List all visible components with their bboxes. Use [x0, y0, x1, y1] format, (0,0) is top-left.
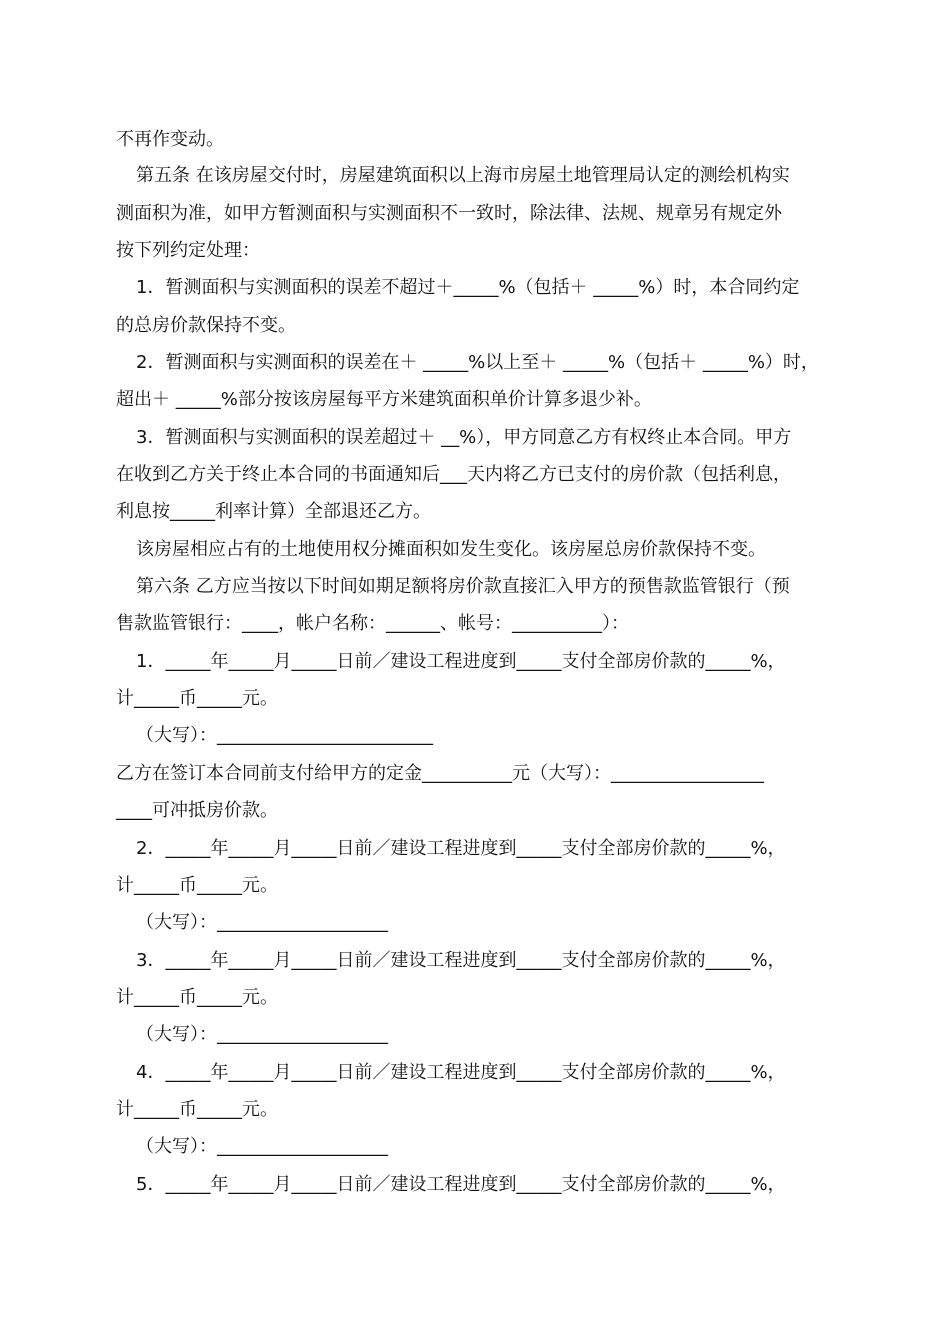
payment-item: 2．_____年_____月_____日前／建设工程进度到_____支付全部房价款的_____%， — [136, 838, 786, 859]
article-6-heading: 第六条 乙方应当按以下时间如期足额将房价款直接汇入甲方的预售款监管银行（预 — [136, 576, 790, 597]
payment-amount: 计_____币_____元。 — [116, 875, 278, 896]
text-line: 超出＋ _____%部分按该房屋每平方米建筑面积单价计算多退少补。 — [116, 389, 652, 410]
clause-item: 2．暂测面积与实测面积的误差在＋ _____%以上至＋ _____%（包括＋ _____%）时， — [136, 352, 819, 373]
amount-in-words: （大写）：________________________ — [136, 725, 433, 746]
amount-in-words: （大写）：___________________ — [136, 1024, 388, 1045]
text-line: 该房屋相应占有的土地使用权分摊面积如发生变化。该房屋总房价款保持不变。 — [136, 539, 766, 560]
article-5-heading: 第五条 在该房屋交付时，房屋建筑面积以上海市房屋土地管理局认定的测绘机构实 — [136, 165, 790, 186]
amount-in-words: （大写）：___________________ — [136, 1136, 388, 1157]
payment-item: 3．_____年_____月_____日前／建设工程进度到_____支付全部房价款的_____%， — [136, 950, 786, 971]
payment-item: 1．_____年_____月_____日前／建设工程进度到_____支付全部房价款的_____%， — [136, 651, 786, 672]
text-line: 利息按_____利率计算）全部退还乙方。 — [116, 501, 431, 522]
payment-item: 5．_____年_____月_____日前／建设工程进度到_____支付全部房价款的_____%， — [136, 1174, 786, 1195]
payment-item: 4．_____年_____月_____日前／建设工程进度到_____支付全部房价款的_____%， — [136, 1062, 786, 1083]
payment-amount: 计_____币_____元。 — [116, 987, 278, 1008]
clause-item: 3．暂测面积与实测面积的误差超过＋ __%），甲方同意乙方有权终止本合同。甲方 — [136, 427, 792, 448]
payment-amount: 计_____币_____元。 — [116, 688, 278, 709]
amount-in-words: （大写）：___________________ — [136, 912, 388, 933]
text-line: 不再作变动。 — [116, 129, 224, 150]
text-line: ____可冲抵房价款。 — [116, 800, 278, 821]
payment-amount: 计_____币_____元。 — [116, 1099, 278, 1120]
text-line: 售款监管银行：____，帐户名称：______、帐号：__________）： — [116, 613, 629, 634]
text-line: 测面积为准，如甲方暂测面积与实测面积不一致时，除法律、法规、规章另有规定外 — [116, 203, 782, 224]
text-line: 在收到乙方关于终止本合同的书面通知后___天内将乙方已支付的房价款（包括利息， — [116, 464, 791, 485]
text-line: 按下列约定处理： — [116, 240, 260, 261]
deposit-line: 乙方在签订本合同前支付给甲方的定金__________元（大写）：_________________ — [116, 763, 764, 784]
clause-item: 1．暂测面积与实测面积的误差不超过＋_____%（包括＋ _____%）时，本合同约定 — [136, 277, 800, 298]
text-line: 的总房价款保持不变。 — [116, 315, 296, 336]
